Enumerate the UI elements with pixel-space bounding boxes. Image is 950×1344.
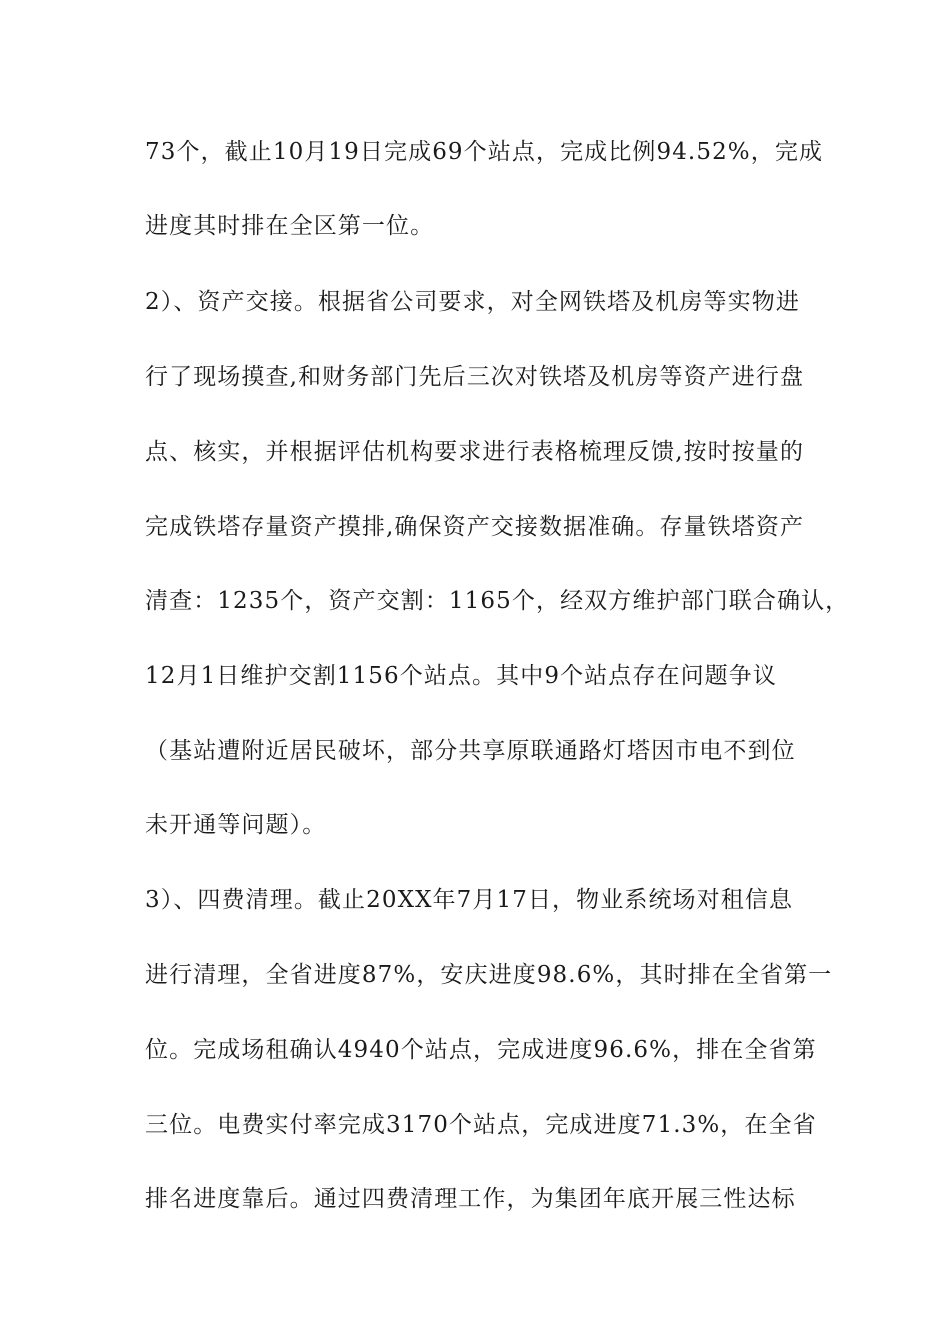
body-text-line: 进行清理，全省进度87%，安庆进度98.6%，其时排在全省第一 xyxy=(145,962,833,988)
body-text-line: 位。完成场租确认4940个站点，完成进度96.6%，排在全省第 xyxy=(145,1037,817,1063)
body-text-line: 清查：1235个，资产交割：1165个，经双方维护部门联合确认， xyxy=(145,588,850,614)
body-text-line: 73个，截止10月19日完成69个站点，完成比例94.52%，完成 xyxy=(145,139,824,165)
body-text-line: 三位。电费实付率完成3170个站点，完成进度71.3%，在全省 xyxy=(145,1112,817,1138)
body-text-line: 行了现场摸查,和财务部门先后三次对铁塔及机房等资产进行盘 xyxy=(145,364,805,390)
body-text-line: 2）、资产交接。根据省公司要求，对全网铁塔及机房等实物进 xyxy=(145,289,800,315)
body-text-line: 12月1日维护交割1156个站点。其中9个站点存在问题争议 xyxy=(145,663,777,689)
body-text-line: 进度其时排在全区第一位。 xyxy=(145,213,435,239)
body-text-line: 完成铁塔存量资产摸排,确保资产交接数据准确。存量铁塔资产 xyxy=(145,514,805,540)
body-text-line: 3）、四费清理。截止20XX年7月17日，物业系统场对租信息 xyxy=(145,887,794,913)
body-text-line: 点、核实，并根据评估机构要求进行表格梳理反馈,按时按量的 xyxy=(145,439,805,465)
body-text-line: 未开通等问题）。 xyxy=(145,812,327,838)
body-text-line: （基站遭附近居民破坏，部分共享原联通路灯塔因市电不到位 xyxy=(145,738,796,764)
body-text-line: 排名进度靠后。通过四费清理工作，为集团年底开展三性达标 xyxy=(145,1186,796,1212)
